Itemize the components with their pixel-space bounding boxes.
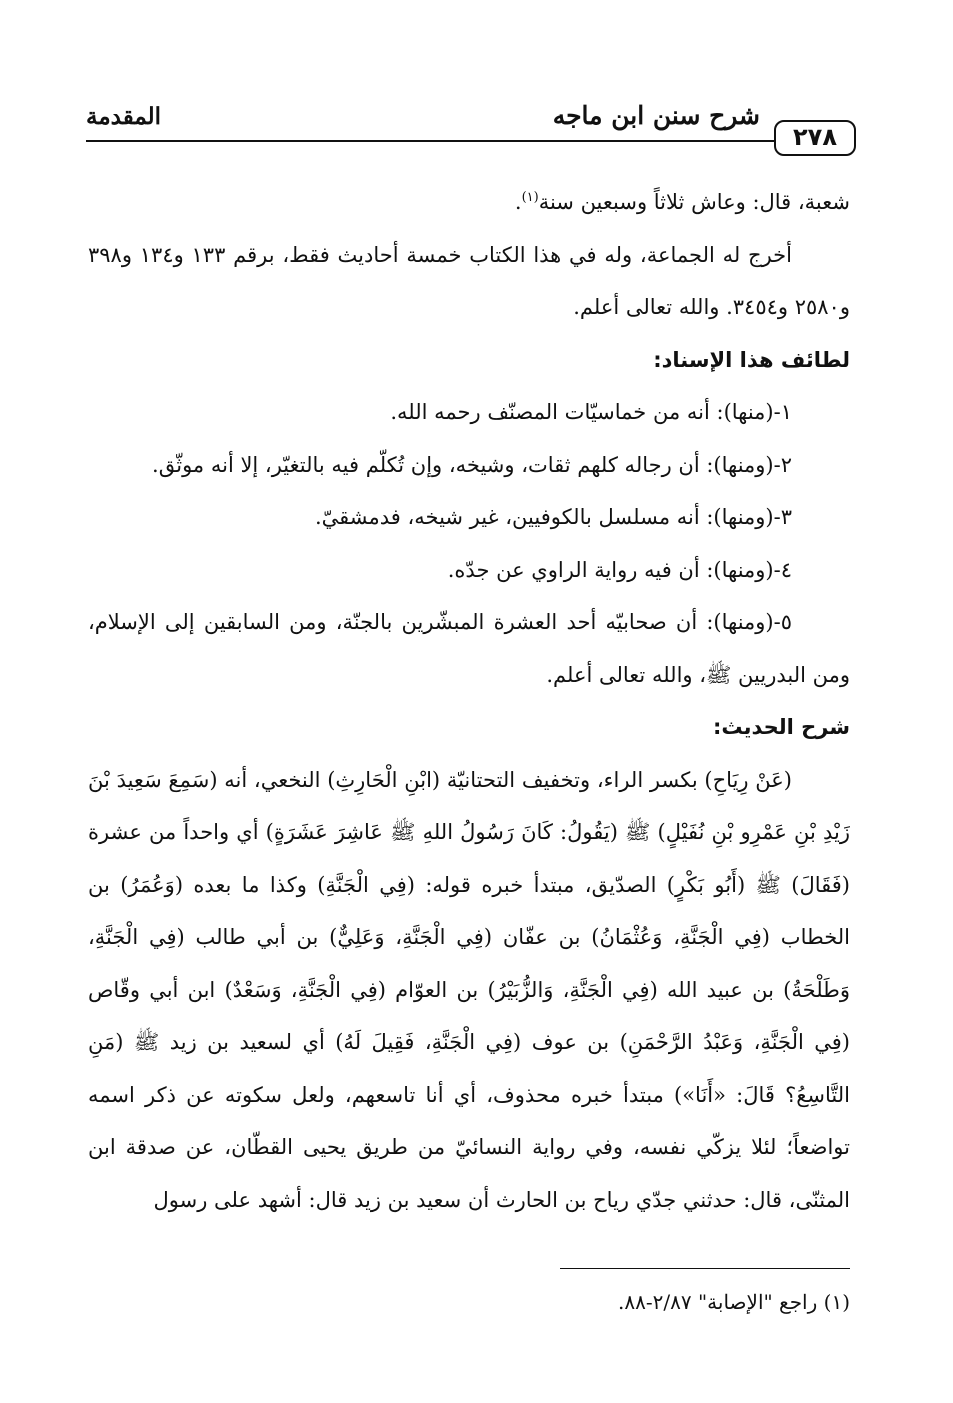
paragraph-1-text: شعبة، قال: وعاش ثلاثاً وسبعين سنة [538,190,850,214]
footnote-ref: (١) [521,190,539,205]
heading-sharh: شرح الحديث: [712,715,850,739]
list-item-4: ٤-(ومنها): أن فيه رواية الراوي عن جدّه. [447,557,792,582]
heading-isnad: لطائف هذا الإسناد: [653,347,850,372]
list-item-1: ١-(منها): أنه من خماسيّات المصنّف رحمه الله. [390,400,792,424]
commentary-paragraph: (عَنْ رِيَاحِ) بكسر الراء، وتخفيف التحتانيّة (ابْنِ الْحَارِثِ) النخعي، أنه (سَمِعَ سَعِيدَ بْنَ زَيْدِ بْنِ عَمْرِو بْنِ نُفَيْلٍ) ﷺ (يَقُولُ: كَانَ رَسُولُ اللهِ ﷺ عَاشِرَ عَشَرَةٍ) أي واحداً من عشرة (فَقَالَ) ﷺ (أَبُو بَكْرٍ) الصدّيق، مبتدأ خبره قوله: (فِي الْجَنَّةِ) وكذا ما بعده (وَعُمَرُ) بن الخطاب (فِي الْجَنَّةِ، وَعُثْمَانُ) بن عفّان (فِي الْجَنَّةِ، وَعَلِيٌّ) بن أبي طالب (فِي الْجَنَّةِ، وَطَلْحَةُ) بن عبيد الله (فِي الْجَنَّةِ، وَالزُّبَيْرُ) بن العوّام (فِي الْجَنَّةِ، وَسَعْدٌ) ابن أبي وقّاص (فِي الْجَنَّةِ، وَعَبْدُ الرَّحْمَنِ) بن عوف (فِي الْجَنَّةِ، فَقِيلَ لَهُ) أي لسعيد بن زيد ﷺ (مَنِ التَّاسِعُ؟ قَالَ: «أَنَا») مبتدأ خبره محذوف، أي أنا تاسعهم، ولعل سكوته عن ذكر اسمه تواضعاً؛ لئلا يزكّي نفسه، وفي رواية النسائيّ من طريق يحيى القطّان، عن صدقة ابن المثنّى، قال: حدثني جدّي رياح بن الحارث أن سعيد بن زيد قال: أشهد على رسول [88,767,850,1212]
list-item-3: ٣-(ومنها): أنه مسلسل بالكوفيين، غير شيخه، فدمشقيّ. [314,505,792,529]
footnote: (١) راجع "الإصابة" ٢/٨٧-٨٨. [618,1290,850,1314]
header-rule [86,140,776,142]
page-number: ٢٧٨ [774,120,856,156]
paragraph-1-end: . [514,190,522,214]
footnote-rule [560,1268,850,1269]
list-item-5: ٥-(ومنها): أن صحابيّه أحد العشرة المبشّرين بالجنّة، ومن السابقين إلى الإسلام، ومن البدريين ﷺ، والله تعالى أعلم. [88,610,850,687]
page-header [86,98,856,158]
section-title: المقدمة [86,103,162,130]
paragraph-2: أخرج له الجماعة، وله في هذا الكتاب خمسة أحاديث فقط، برقم ١٣٣ و١٣٤ و٣٩٨ و٢٥٨٠ و٣٤٥٤. والله تعالى أعلم. [88,242,850,319]
list-item-2: ٢-(ومنها): أن رجاله كلهم ثقات، وشيخه، وإن تُكلّم فيه بالتغيّر، إلا أنه موثّق. [152,452,792,477]
paragraph-1 [88,176,850,229]
book-title: شرح سنن ابن ماجه [552,101,760,130]
body-text [88,176,850,1226]
